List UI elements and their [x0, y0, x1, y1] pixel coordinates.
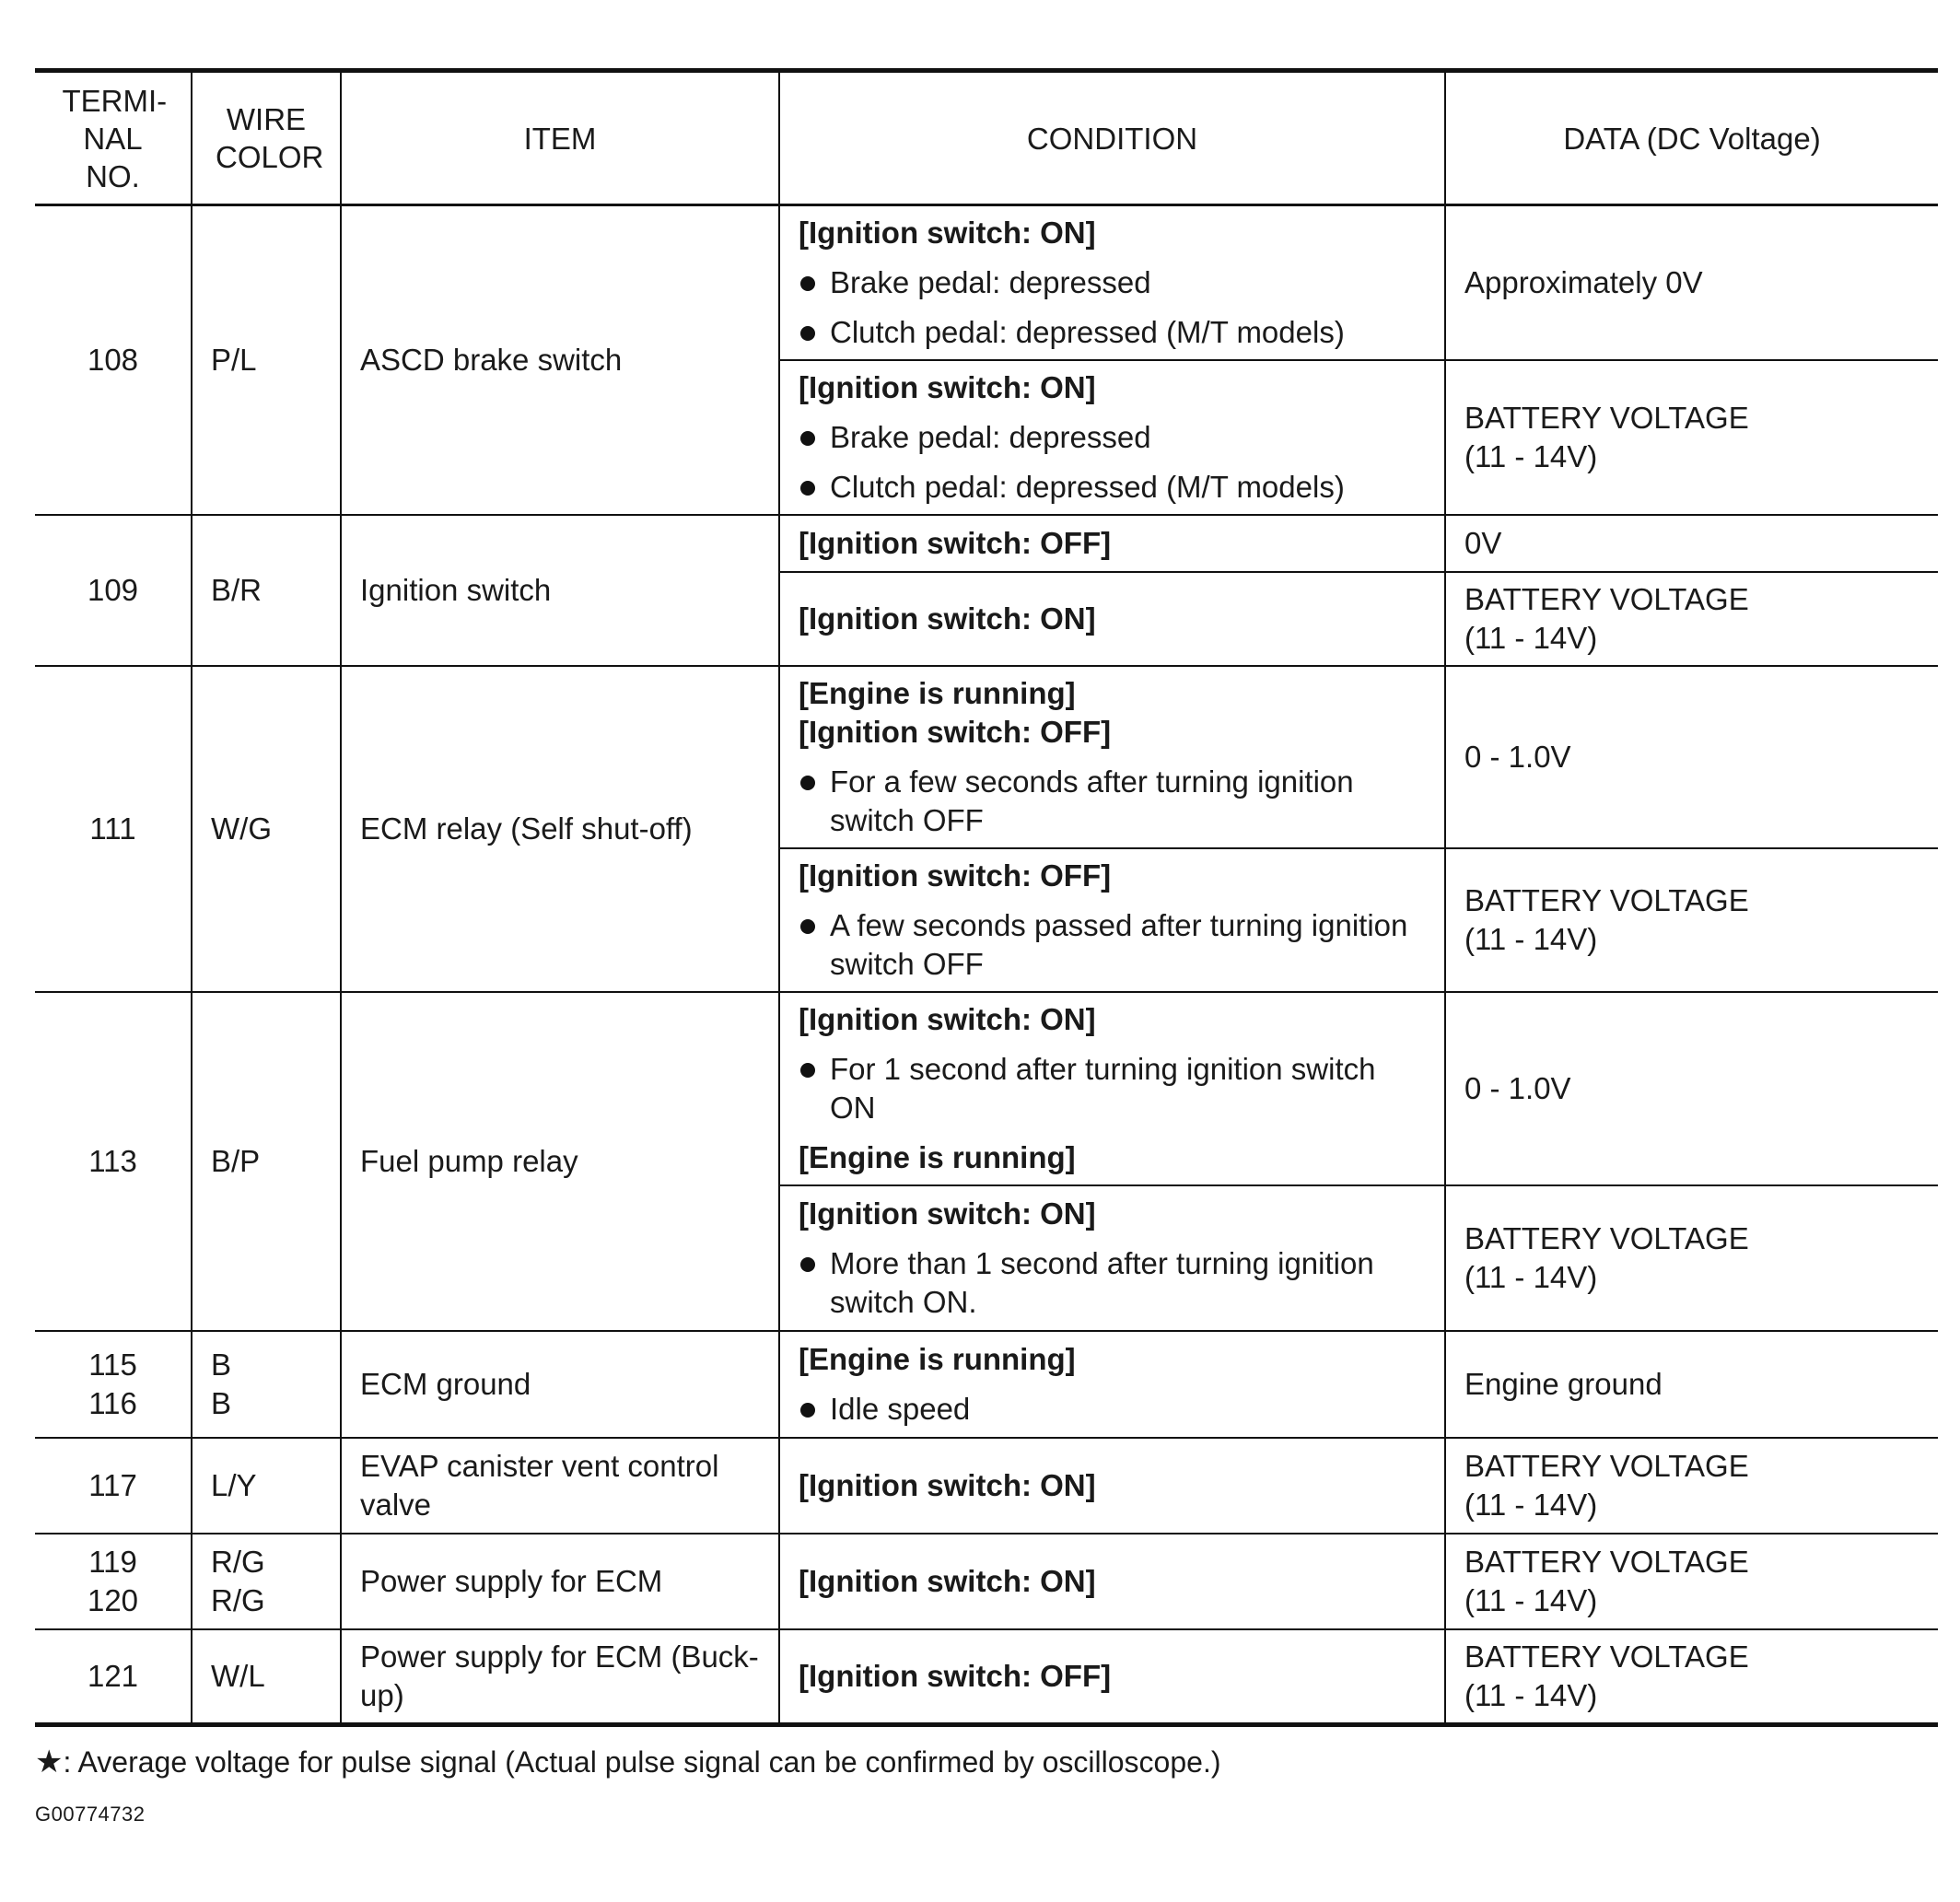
item-cell	[341, 515, 779, 666]
table-row	[35, 515, 1938, 572]
condition-cell	[779, 992, 1445, 1185]
wire-color-cell-value: R/G	[211, 1544, 265, 1579]
condition-header: [Ignition switch: ON]	[799, 1196, 1096, 1231]
wire-color-cell-value: B	[211, 1385, 232, 1420]
data-voltage-value: BATTERY VOLTAGE	[1464, 1448, 1749, 1483]
terminal-no-cell	[35, 666, 192, 992]
condition-bullet: Idle speed	[799, 1390, 1426, 1429]
data-voltage-value: (11 - 14V)	[1464, 438, 1598, 473]
condition-header: [Ignition switch: ON]	[799, 601, 1096, 636]
item-cell	[341, 666, 779, 992]
condition-bullet: Brake pedal: depressed	[799, 263, 1426, 302]
wire-color-cell-value: W/L	[211, 1658, 265, 1693]
item-cell	[341, 1438, 779, 1534]
data-voltage-cell	[1445, 360, 1938, 515]
data-voltage-value: BATTERY VOLTAGE	[1464, 400, 1749, 435]
table-row	[35, 666, 1938, 848]
terminal-no-cell-value: 121	[87, 1658, 139, 1693]
wire-color-cell	[192, 1534, 341, 1629]
condition-cell	[779, 205, 1445, 360]
data-voltage-cell	[1445, 1534, 1938, 1629]
condition-cell	[779, 1438, 1445, 1534]
ecm-terminal-table-sheet	[35, 68, 1938, 1826]
wire-color-cell	[192, 666, 341, 992]
item-cell	[341, 1331, 779, 1438]
item-cell-value: ECM ground	[360, 1366, 531, 1401]
data-voltage-value: 0 - 1.0V	[1464, 1070, 1571, 1105]
terminal-no-cell-value: 108	[87, 342, 139, 377]
terminal-no-cell-value: 120	[87, 1582, 139, 1617]
wire-color-cell-value: B/P	[211, 1143, 261, 1178]
table-row	[35, 205, 1938, 360]
data-voltage-value: 0V	[1464, 525, 1502, 560]
terminal-no-cell-value: 115	[88, 1347, 137, 1382]
data-voltage-value: (11 - 14V)	[1464, 1259, 1598, 1294]
data-voltage-cell	[1445, 1438, 1938, 1534]
condition-bullet: More than 1 second after turning ignition switch ON.	[799, 1244, 1426, 1322]
wire-color-cell	[192, 205, 341, 515]
condition-cell	[779, 1185, 1445, 1331]
data-voltage-value: (11 - 14V)	[1464, 921, 1598, 956]
item-cell-value: ASCD brake switch	[360, 342, 623, 377]
item-cell-value: Power supply for ECM	[360, 1563, 663, 1598]
condition-header: [Ignition switch: OFF]	[799, 714, 1112, 749]
condition-header: [Engine is running]	[799, 1341, 1076, 1376]
condition-header: [Ignition switch: ON]	[799, 215, 1096, 250]
data-voltage-value: BATTERY VOLTAGE	[1464, 1639, 1749, 1674]
condition-bullet: Clutch pedal: depressed (M/T models)	[799, 468, 1426, 507]
data-voltage-cell	[1445, 666, 1938, 848]
header-wire-color: WIRE COLOR	[192, 71, 341, 205]
wire-color-cell	[192, 1629, 341, 1725]
table-body	[35, 205, 1938, 1725]
condition-bullet: A few seconds passed after turning ignition switch OFF	[799, 906, 1426, 984]
data-voltage-cell	[1445, 205, 1938, 360]
condition-header: [Engine is running]	[799, 1139, 1076, 1174]
data-voltage-cell	[1445, 1185, 1938, 1331]
condition-bullet: For a few seconds after turning ignition switch OFF	[799, 763, 1426, 840]
table-row	[35, 1438, 1938, 1534]
data-voltage-value: (11 - 14V)	[1464, 620, 1598, 655]
condition-cell	[779, 848, 1445, 992]
condition-cell	[779, 1331, 1445, 1438]
item-cell	[341, 205, 779, 515]
table-header-row	[35, 71, 1938, 205]
item-cell-value: Ignition switch	[360, 572, 552, 607]
item-cell-value: ECM relay (Self shut-off)	[360, 811, 693, 846]
terminal-no-cell	[35, 992, 192, 1331]
wire-color-cell	[192, 992, 341, 1331]
data-voltage-value: 0 - 1.0V	[1464, 739, 1571, 774]
condition-cell	[779, 666, 1445, 848]
data-voltage-cell	[1445, 848, 1938, 992]
data-voltage-value: (11 - 14V)	[1464, 1582, 1598, 1617]
wire-color-cell-value: P/L	[211, 342, 257, 377]
terminal-no-cell-value: 109	[87, 572, 139, 607]
condition-header: [Engine is running]	[799, 675, 1076, 710]
item-cell	[341, 1534, 779, 1629]
condition-header: [Ignition switch: OFF]	[799, 858, 1112, 893]
header-item: ITEM	[341, 71, 779, 205]
terminal-no-cell-value: 117	[88, 1467, 137, 1502]
data-voltage-cell	[1445, 515, 1938, 572]
terminal-no-cell	[35, 1438, 192, 1534]
terminal-no-cell	[35, 1534, 192, 1629]
terminal-no-cell	[35, 1629, 192, 1725]
condition-cell	[779, 515, 1445, 572]
data-voltage-value: Approximately 0V	[1464, 264, 1703, 299]
condition-bullet: Brake pedal: depressed	[799, 418, 1426, 457]
data-voltage-cell	[1445, 992, 1938, 1185]
data-voltage-value: BATTERY VOLTAGE	[1464, 581, 1749, 616]
wire-color-cell-value: R/G	[211, 1582, 265, 1617]
table-row	[35, 1331, 1938, 1438]
wire-color-cell-value: B/R	[211, 572, 262, 607]
condition-header: [Ignition switch: ON]	[799, 369, 1096, 404]
ecm-terminal-table	[35, 68, 1938, 1727]
item-cell	[341, 1629, 779, 1725]
terminal-no-cell-value: 113	[88, 1143, 137, 1178]
table-row	[35, 992, 1938, 1185]
wire-color-cell-value: L/Y	[211, 1467, 257, 1502]
condition-bullet: For 1 second after turning ignition switch ON	[799, 1050, 1426, 1127]
data-voltage-value: BATTERY VOLTAGE	[1464, 1544, 1749, 1579]
terminal-no-cell	[35, 1331, 192, 1438]
wire-color-cell	[192, 1438, 341, 1534]
condition-header: [Ignition switch: ON]	[799, 1001, 1096, 1036]
condition-header: [Ignition switch: OFF]	[799, 1658, 1112, 1693]
condition-header: [Ignition switch: OFF]	[799, 525, 1112, 560]
terminal-no-cell-value: 111	[89, 811, 136, 846]
wire-color-cell	[192, 1331, 341, 1438]
wire-color-cell-value: B	[211, 1347, 232, 1382]
item-cell-value: Power supply for ECM (Buck-up)	[360, 1639, 759, 1712]
data-voltage-value: (11 - 14V)	[1464, 1677, 1598, 1712]
footnote	[35, 1744, 1938, 1780]
item-cell-value: Fuel pump relay	[360, 1143, 578, 1178]
condition-cell	[779, 1534, 1445, 1629]
condition-cell	[779, 360, 1445, 515]
data-voltage-value: (11 - 14V)	[1464, 1487, 1598, 1522]
condition-cell	[779, 1629, 1445, 1725]
data-voltage-value: BATTERY VOLTAGE	[1464, 882, 1749, 917]
table-row	[35, 1629, 1938, 1725]
header-terminal-no: TERMI-NAL NO.	[35, 71, 192, 205]
header-condition: CONDITION	[779, 71, 1445, 205]
star-icon: ★	[35, 1744, 64, 1779]
footnote-text: : Average voltage for pulse signal (Actual pulse signal can be confirmed by oscilloscope.)	[63, 1745, 1221, 1779]
terminal-no-cell	[35, 205, 192, 515]
data-voltage-value: BATTERY VOLTAGE	[1464, 1220, 1749, 1255]
figure-id: G00774732	[35, 1803, 146, 1826]
header-data: DATA (DC Voltage)	[1445, 71, 1938, 205]
item-cell	[341, 992, 779, 1331]
data-voltage-cell	[1445, 1629, 1938, 1725]
wire-color-cell-value: W/G	[211, 811, 272, 846]
spacer	[799, 1127, 1426, 1138]
data-voltage-cell	[1445, 1331, 1938, 1438]
condition-bullet: Clutch pedal: depressed (M/T models)	[799, 313, 1426, 352]
condition-cell	[779, 572, 1445, 666]
wire-color-cell	[192, 515, 341, 666]
condition-header: [Ignition switch: ON]	[799, 1563, 1096, 1598]
terminal-no-cell	[35, 515, 192, 666]
data-voltage-cell	[1445, 572, 1938, 666]
condition-header: [Ignition switch: ON]	[799, 1467, 1096, 1502]
terminal-no-cell-value: 116	[88, 1385, 137, 1420]
table-row	[35, 1534, 1938, 1629]
item-cell-value: EVAP canister vent control valve	[360, 1448, 719, 1522]
data-voltage-value: Engine ground	[1464, 1366, 1662, 1401]
terminal-no-cell-value: 119	[88, 1544, 137, 1579]
